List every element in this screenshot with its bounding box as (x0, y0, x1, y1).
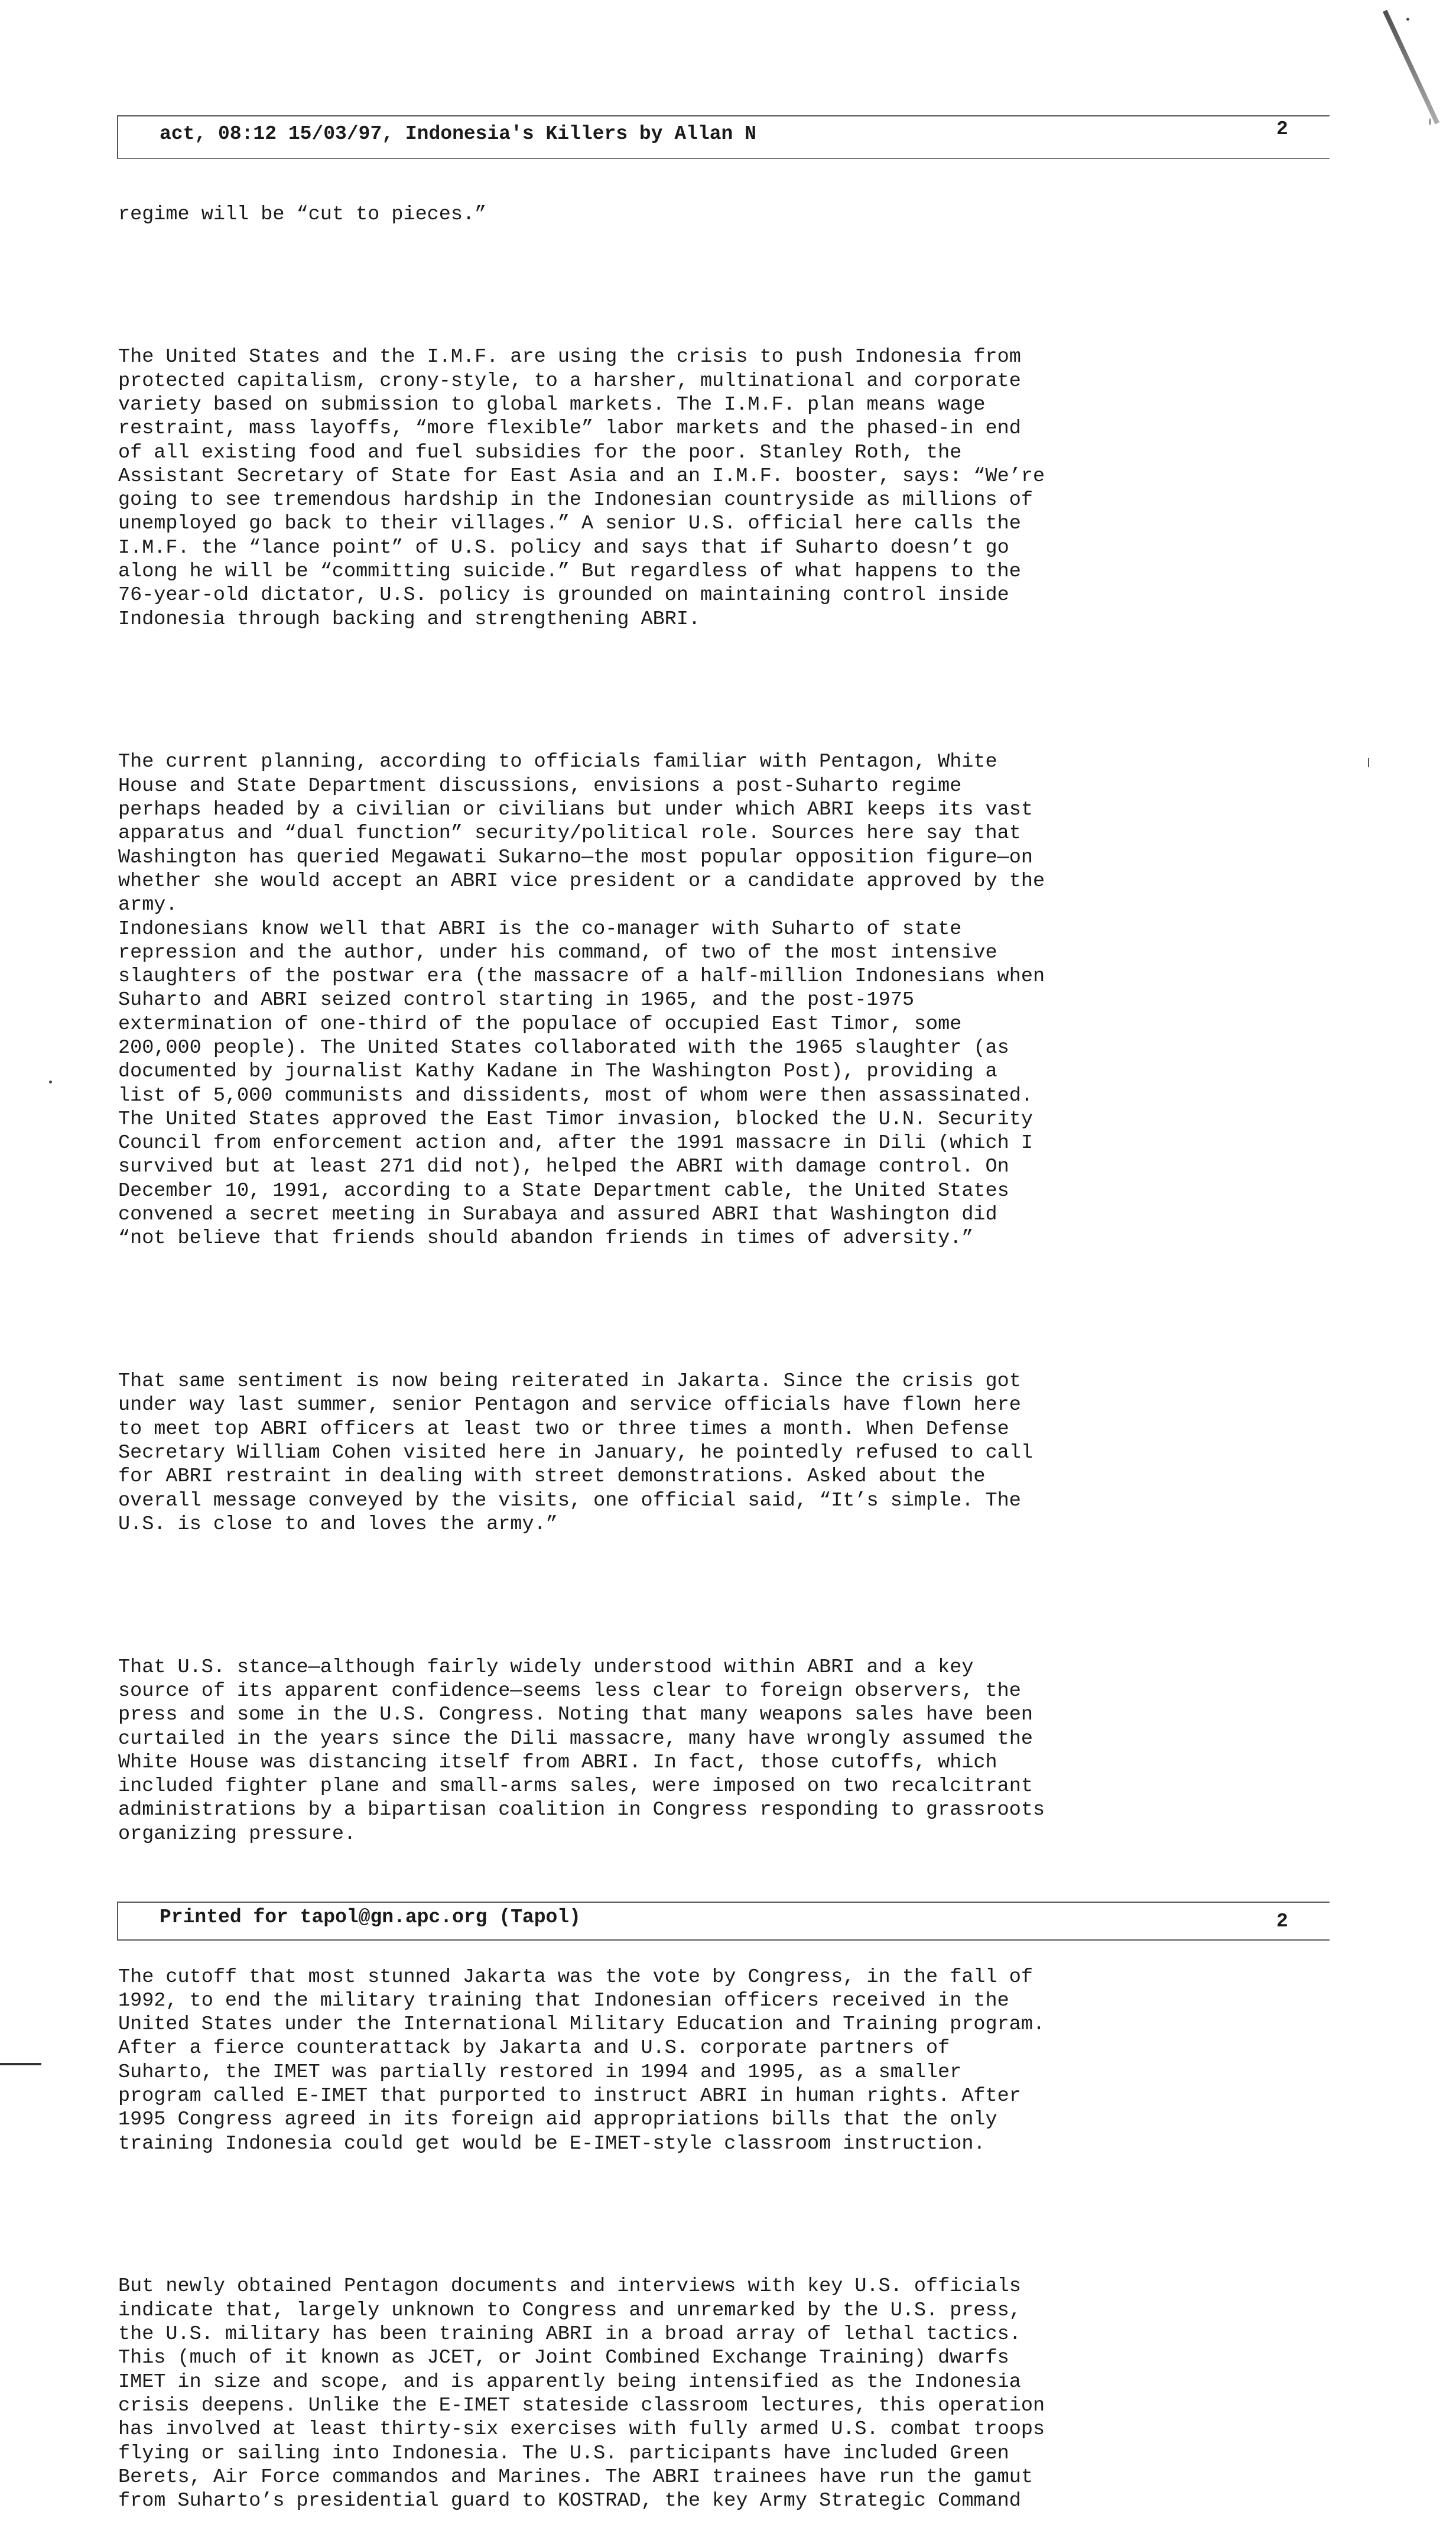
header-title: act, 08:12 15/03/97, Indonesia's Killers by Allan N (160, 123, 756, 145)
scan-artifact-dot (1368, 758, 1369, 767)
scan-artifact-dot (49, 1081, 52, 1083)
scan-artifact-edge (0, 2063, 41, 2065)
scan-artifact-dot (1406, 18, 1409, 21)
paragraph: The United States and the I.M.F. are using the crisis to push Indonesia from protected capitalism, crony-style, to a harsher, multinational and corporate variety based on submission to global markets. The I.M.F. plan means wage restraint, mass layoffs, “more flexible” labor markets and the phased-in end of all existing food and fuel subsidies for the poor. Stanley Roth, the Assistant Secretary of State for East Asia and an I.M.F. booster, says: “We’re going to see tremendous hardship in the Indonesian countryside as millions of unemployed go back to their villages.” A senior U.S. official here calls the I.M.F. the “lance point” of U.S. policy and says that if Suharto doesn’t go along he will be “committing suicide.” But regardless of what happens to the 76-year-old dictator, U.S. policy is grounded on maintaining control inside Indonesia through backing and strengthening ABRI. (118, 346, 1045, 631)
paragraph: The current planning, according to officials familiar with Pentagon, White House and State Department discussions, envisions a post-Suharto regime perhaps headed by a civilian or civilians but under which ABRI keeps its vast apparatus and “dual function” security/political role. Sources here say that Washington has queried Megawati Sukarno—the most popular opposition figure—on whether she would accept an ABRI vice president or a candidate approved by the army. Indonesians know well that ABRI is the co-manager with Suharto of state repression and the author, under his command, of two of the most intensive slaughters of the postwar era (the massacre of a half-million Indonesians when Suharto and ABRI seized control starting in 1965, and the post-1975 extermination of one-third of the populace of occupied East Timor, some 200,000 people). The United States collaborated with the 1965 slaughter (as documented by journalist Kathy Kadane in The Washington Post), providing a list of 5,000 communists and dissidents, most of whom were then assassinated. The United States approved the East Timor invasion, blocked the U.N. Security Council from enforcement action and, after the 1991 massacre in Dili (which I survived but at least 271 did not), helped the ABRI with damage control. On December 10, 1991, according to a State Department cable, the United States convened a secret meeting in Surabaya and assured ABRI that Washington did “not believe that friends should abandon friends in times of adversity.” (118, 751, 1045, 1250)
header-page-number: 2 (1276, 118, 1288, 140)
paragraph: But newly obtained Pentagon documents and interviews with key U.S. officials indicate that, largely unknown to Congress and unremarked by the U.S. press, the U.S. military has been training ABRI in a broad array of lethal tactics. This (much of it known as JCET, or Joint Combined Exchange Training) dwarfs IMET in size and scope, and is apparently being intensified as the Indonesia crisis deepens. Unlike the E-IMET stateside classroom lectures, this operation has involved at least thirty-six exercises with fully armed U.S. combat troops flying or sailing into Indonesia. The U.S. participants have included Green Berets, Air Force commandos and Marines. The ABRI trainees have run the gamut from Suharto’s presidential guard to KOSTRAD, the key Army Strategic Command (118, 2275, 1045, 2513)
paragraph: That U.S. stance—although fairly widely understood within ABRI and a key source of its apparent confidence—seems less clear to foreign observers, the press and some in the U.S. Congress. Noting that many weapons sales have been curtailed in the years since the Dili massacre, many have wrongly assumed the White House was distancing itself from ABRI. In fact, those cutoffs, which included fighter plane and small-arms sales, were imposed on two recalcitrant administrations by a bipartisan coalition in Congress responding to grassroots organizing pressure. (118, 1656, 1045, 1845)
footer-page-number: 2 (1276, 1910, 1288, 1932)
scan-artifact-mark (1383, 10, 1439, 125)
paragraph: The cutoff that most stunned Jakarta was the vote by Congress, in the fall of 1992, to end the military training that Indonesian officers received in the United States under the International Military Education and Training program. After a fierce counterattack by Jakarta and U.S. corporate partners of Suharto, the IMET was partially restored in 1994 and 1995, as a smaller program called E-IMET that purported to instruct ABRI in human rights. After 1995 Congress agreed in its foreign aid appropriations bills that the only training Indonesia could get would be E-IMET-style classroom instruction. (118, 1965, 1045, 2155)
document-body (118, 155, 1300, 2537)
paragraph: regime will be “cut to pieces.” (118, 203, 487, 226)
footer-text: Printed for tapol@gn.apc.org (Tapol) (160, 1906, 581, 1928)
paragraph: That same sentiment is now being reiterated in Jakarta. Since the crisis got under way last summer, senior Pentagon and service officials have flown here to meet top ABRI officers at least two or three times a month. When Defense Secretary William Cohen visited here in January, he pointedly refused to call for ABRI restraint in dealing with street demonstrations. Asked about the overall message conveyed by the visits, one official said, “It’s simple. The U.S. is close to and loves the army.” (118, 1370, 1033, 1536)
scan-artifact-dot (1429, 118, 1431, 125)
